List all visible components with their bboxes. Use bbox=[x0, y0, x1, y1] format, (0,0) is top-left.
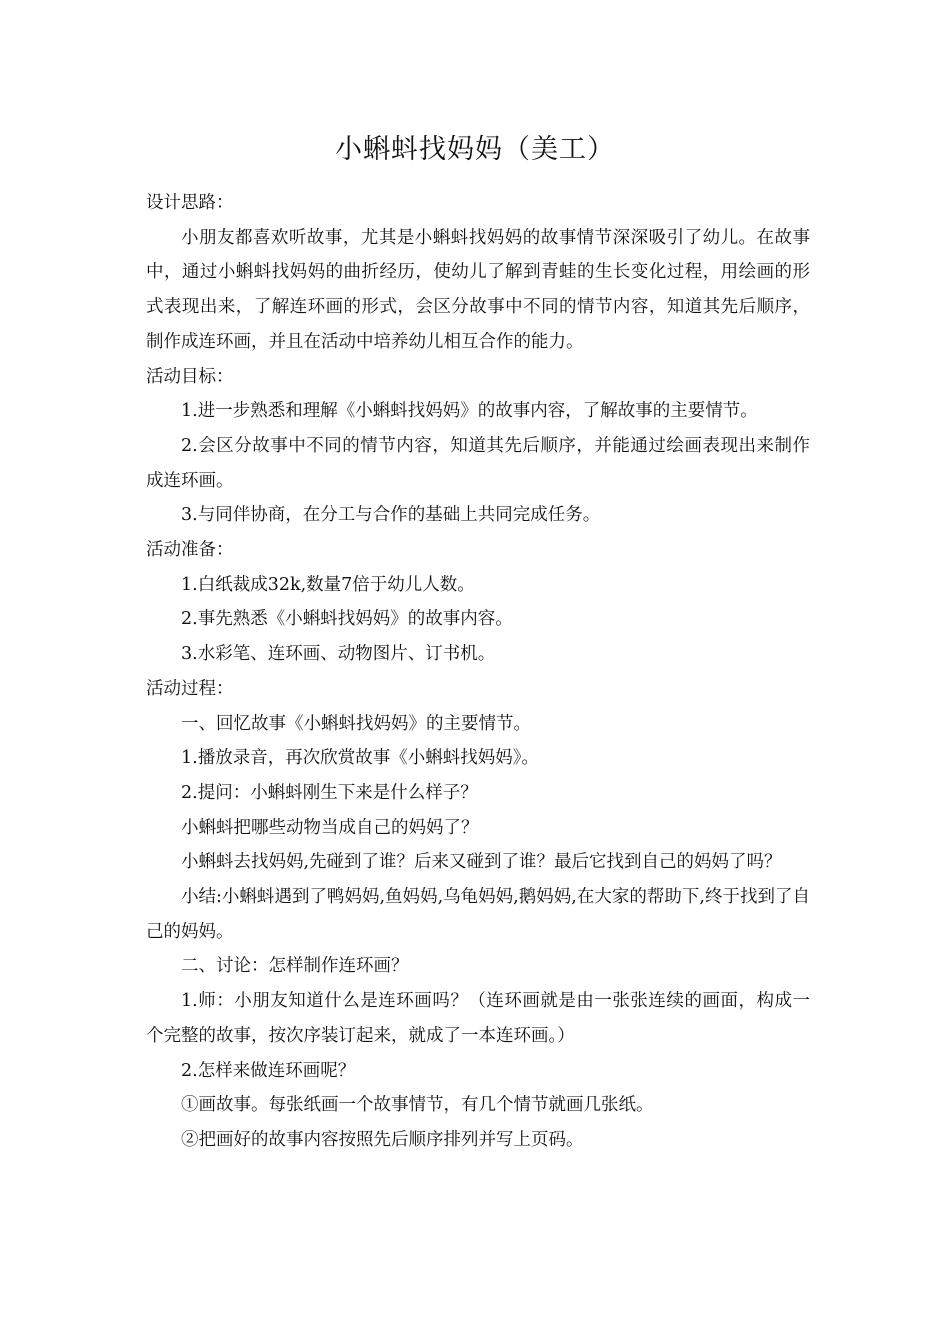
process-step-1: 一、回忆故事《小蝌蚪找妈妈》的主要情节。 bbox=[181, 713, 531, 734]
process-question-2: 小蝌蚪去找妈妈,先碰到了谁？后来又碰到了谁？最后它找到自己的妈妈了吗？ bbox=[181, 852, 782, 873]
section-heading-preparation: 活动准备： bbox=[146, 540, 234, 561]
preparation-item-2: 2.事先熟悉《小蝌蚪找妈妈》的故事内容。 bbox=[181, 609, 513, 630]
section-heading-goals: 活动目标： bbox=[146, 366, 234, 387]
process-item-2-1: 1.师：小朋友知道什么是连环画吗？（连环画就是由一张张连续的画面，构成一个完整的故事，按次序装订起来，就成了一本连环画。） bbox=[146, 991, 810, 1046]
preparation-item-1: 1.白纸裁成32k,数量7倍于幼儿人数。 bbox=[181, 574, 475, 595]
preparation-item-3: 3.水彩笔、连环画、动物图片、订书机。 bbox=[181, 644, 496, 665]
goal-item-1: 1.进一步熟悉和理解《小蝌蚪找妈妈》的故事内容，了解故事的主要情节。 bbox=[181, 401, 758, 422]
goal-item-2: 2.会区分故事中不同的情节内容，知道其先后顺序，并能通过绘画表现出来制作成连环画。 bbox=[146, 435, 810, 491]
process-step-2: 二、讨论：怎样制作连环画？ bbox=[181, 956, 409, 977]
goal-item-3: 3.与同伴协商，在分工与合作的基础上共同完成任务。 bbox=[181, 505, 601, 526]
document-body bbox=[146, 186, 810, 1158]
process-summary: 小结:小蝌蚪遇到了鸭妈妈,鱼妈妈,乌龟妈妈,鹅妈妈,在大家的帮助下,终于找到了自己的妈妈。 bbox=[146, 887, 810, 942]
process-item-2-2-b: ②把画好的故事内容按照先后顺序排列并写上页码。 bbox=[181, 1129, 584, 1150]
paragraph-design-idea: 小朋友都喜欢听故事，尤其是小蝌蚪找妈妈的故事情节深深吸引了幼儿。在故事中，通过小蝌蚪找妈妈的曲折经历，使幼儿了解到青蛙的生长变化过程，用绘画的形式表现出来，了解连环画的形式，会区分故事中不同的情节内容，知道其先后顺序，制作成连环画，并且在活动中培养幼儿相互合作的能力。 bbox=[146, 227, 810, 352]
process-item-1-1: 1.播放录音，再次欣赏故事《小蝌蚪找妈妈》。 bbox=[181, 748, 539, 769]
document-title: 小蝌蚪找妈妈（美工） bbox=[335, 134, 615, 165]
process-question-1: 小蝌蚪把哪些动物当成自己的妈妈了？ bbox=[181, 817, 479, 838]
process-item-1-2: 2.提问：小蝌蚪刚生下来是什么样子？ bbox=[181, 782, 478, 803]
section-heading-design: 设计思路： bbox=[146, 193, 234, 213]
section-heading-process: 活动过程： bbox=[146, 678, 234, 699]
process-item-2-2: 2.怎样来做连环画呢？ bbox=[181, 1060, 356, 1081]
process-item-2-2-a: ①画故事。每张纸画一个故事情节，有几个情节就画几张纸。 bbox=[181, 1095, 654, 1116]
